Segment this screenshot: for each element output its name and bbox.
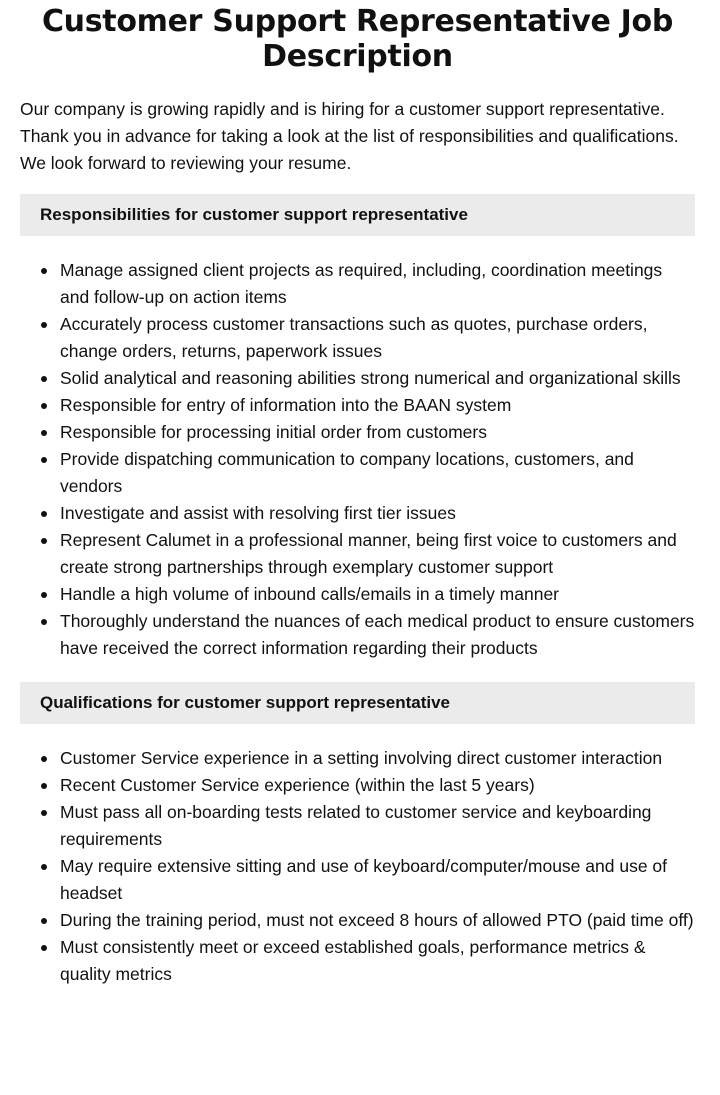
page-title: Customer Support Representative Job Description xyxy=(41,4,674,74)
list-item xyxy=(20,934,695,988)
list-item-text: Accurately process customer transactions such as quotes, purchase orders, change orders, returns, paperwork issues xyxy=(60,314,648,361)
bullet-icon xyxy=(41,511,47,517)
list-item xyxy=(20,853,695,907)
qualifications-heading: Qualifications for customer support representative xyxy=(20,682,695,724)
list-item-text: Handle a high volume of inbound calls/emails in a timely manner xyxy=(60,584,560,604)
responsibilities-list xyxy=(20,257,695,662)
list-item xyxy=(20,311,695,365)
list-item xyxy=(20,365,695,392)
bullet-icon xyxy=(41,403,47,409)
bullet-icon xyxy=(41,538,47,544)
list-item-text: Provide dispatching communication to company locations, customers, and vendors xyxy=(60,449,634,496)
bullet-icon xyxy=(41,592,47,598)
bullet-icon xyxy=(41,322,47,328)
list-item-text: Recent Customer Service experience (within the last 5 years) xyxy=(60,775,535,795)
list-item xyxy=(20,581,695,608)
list-item-text: During the training period, must not exceed 8 hours of allowed PTO (paid time off) xyxy=(60,910,694,930)
bullet-icon xyxy=(41,918,47,924)
list-item xyxy=(20,799,695,853)
qualifications-list xyxy=(20,745,695,988)
list-item-text: May require extensive sitting and use of keyboard/computer/mouse and use of headset xyxy=(60,856,668,903)
list-item-text: Investigate and assist with resolving first tier issues xyxy=(60,503,456,523)
list-item xyxy=(20,392,695,419)
list-item xyxy=(20,446,695,500)
list-item-text: Must pass all on-boarding tests related to customer service and keyboarding requirements xyxy=(60,802,652,849)
list-item xyxy=(20,608,695,662)
bullet-icon xyxy=(41,430,47,436)
list-item-text: Responsible for entry of information into the BAAN system xyxy=(60,395,512,415)
list-item xyxy=(20,745,695,772)
list-item-text: Manage assigned client projects as required, including, coordination meetings and follow-up on action items xyxy=(60,260,663,307)
list-item xyxy=(20,527,695,581)
responsibilities-heading: Responsibilities for customer support representative xyxy=(20,194,695,236)
list-item-text: Responsible for processing initial order from customers xyxy=(60,422,487,442)
list-item xyxy=(20,257,695,311)
bullet-icon xyxy=(41,756,47,762)
list-item xyxy=(20,772,695,799)
bullet-icon xyxy=(41,376,47,382)
bullet-icon xyxy=(41,268,47,274)
intro-paragraph: Our company is growing rapidly and is hiring for a customer support representative. Thank you in advance for taking a look at the list of responsibilities and qualifications. We look forward to reviewing your resume. xyxy=(20,99,679,173)
list-item-text: Represent Calumet in a professional manner, being first voice to customers and create strong partnerships through exemplary customer support xyxy=(60,530,677,577)
bullet-icon xyxy=(41,864,47,870)
bullet-icon xyxy=(41,945,47,951)
bullet-icon xyxy=(41,810,47,816)
job-description-page xyxy=(0,4,720,988)
list-item-text: Must consistently meet or exceed established goals, performance metrics & quality metrics xyxy=(60,937,646,984)
list-item xyxy=(20,419,695,446)
list-item xyxy=(20,500,695,527)
bullet-icon xyxy=(41,457,47,463)
bullet-icon xyxy=(41,783,47,789)
list-item xyxy=(20,907,695,934)
list-item-text: Solid analytical and reasoning abilities strong numerical and organizational skills xyxy=(60,368,681,388)
list-item-text: Customer Service experience in a setting involving direct customer interaction xyxy=(60,748,663,768)
list-item-text: Thoroughly understand the nuances of each medical product to ensure customers have received the correct information regarding their products xyxy=(60,611,695,658)
bullet-icon xyxy=(41,619,47,625)
